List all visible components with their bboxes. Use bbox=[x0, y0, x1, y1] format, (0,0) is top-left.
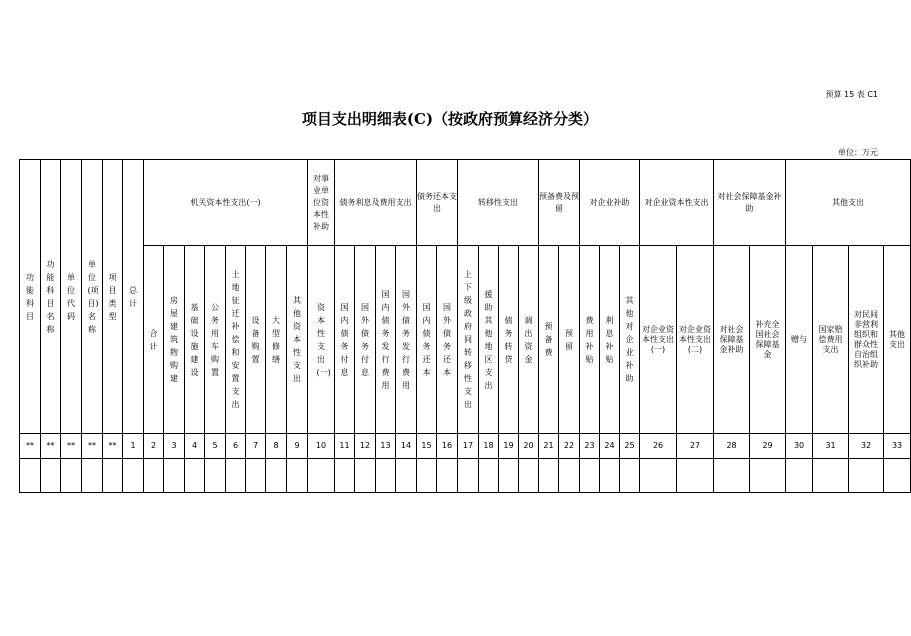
index-cell: 3 bbox=[164, 434, 185, 459]
group-debt-principal: 债务还本支出 bbox=[417, 160, 458, 246]
index-cell: 32 bbox=[849, 434, 884, 459]
index-cell: 31 bbox=[813, 434, 849, 459]
group-enterprise-subsidy: 对企业补助 bbox=[580, 160, 640, 246]
col-debt-onlending: 债务转贷 bbox=[499, 246, 519, 434]
col-retained: 预留 bbox=[559, 246, 580, 434]
data-cell[interactable] bbox=[417, 459, 437, 493]
col-subtotal: 合计 bbox=[144, 246, 164, 434]
col-domestic-interest: 国内债务付息 bbox=[335, 246, 355, 434]
index-cell: 12 bbox=[355, 434, 376, 459]
col-enterprise-capital-two: 对企业资本性支出(二) bbox=[677, 246, 714, 434]
col-nonprofit-subsidy: 对民间非营利组织和群众性自治组织补助 bbox=[849, 246, 884, 434]
page-title: 项目支出明细表(C)（按政府预算经济分类） bbox=[301, 110, 599, 128]
group-institution-capital: 对事业单位资本性补助 bbox=[308, 160, 335, 246]
index-cell: ** bbox=[41, 434, 61, 459]
col-state-compensation: 国家赔偿费用支出 bbox=[813, 246, 849, 434]
index-cell: 27 bbox=[677, 434, 714, 459]
col-donation: 赠与 bbox=[786, 246, 813, 434]
index-cell: 24 bbox=[600, 434, 620, 459]
data-cell[interactable] bbox=[519, 459, 539, 493]
data-cell[interactable] bbox=[640, 459, 677, 493]
index-cell: 6 bbox=[226, 434, 246, 459]
header-function-name: 功能科目名称 bbox=[41, 160, 61, 434]
data-cell[interactable] bbox=[123, 459, 144, 493]
data-cell[interactable] bbox=[499, 459, 519, 493]
data-cell[interactable] bbox=[308, 459, 335, 493]
data-cell[interactable] bbox=[226, 459, 246, 493]
data-cell[interactable] bbox=[677, 459, 714, 493]
data-cell[interactable] bbox=[813, 459, 849, 493]
index-cell: 10 bbox=[308, 434, 335, 459]
index-cell: 14 bbox=[396, 434, 417, 459]
data-cell[interactable] bbox=[287, 459, 308, 493]
col-national-social-security: 补充全国社会保障基金 bbox=[750, 246, 786, 434]
index-cell: 2 bbox=[144, 434, 164, 459]
index-cell: 5 bbox=[205, 434, 226, 459]
index-cell: 1 bbox=[123, 434, 144, 459]
group-reserve: 预备费及预留 bbox=[539, 160, 580, 246]
data-cell[interactable] bbox=[246, 459, 266, 493]
data-cell[interactable] bbox=[61, 459, 82, 493]
col-aid-other-regions: 援助其他地区支出 bbox=[479, 246, 499, 434]
index-cell: 30 bbox=[786, 434, 813, 459]
form-code: 预算 15 表 C1 bbox=[825, 90, 878, 99]
col-capital-one: 资本性支出(一) bbox=[308, 246, 335, 434]
col-interest-subsidy: 利息补贴 bbox=[600, 246, 620, 434]
data-cell[interactable] bbox=[396, 459, 417, 493]
data-cell[interactable] bbox=[103, 459, 123, 493]
index-cell: 13 bbox=[376, 434, 396, 459]
index-cell: 25 bbox=[620, 434, 640, 459]
col-official-vehicle: 公务用车购置 bbox=[205, 246, 226, 434]
index-cell: 18 bbox=[479, 434, 499, 459]
index-cell: 11 bbox=[335, 434, 355, 459]
header-total: 总计 bbox=[123, 160, 144, 434]
data-row bbox=[20, 459, 911, 493]
group-debt-interest: 债务利息及费用支出 bbox=[335, 160, 417, 246]
expenditure-table bbox=[19, 159, 911, 493]
index-cell: 16 bbox=[437, 434, 458, 459]
index-cell: 17 bbox=[458, 434, 479, 459]
index-cell: ** bbox=[61, 434, 82, 459]
data-cell[interactable] bbox=[884, 459, 911, 493]
data-cell[interactable] bbox=[559, 459, 580, 493]
index-cell: ** bbox=[82, 434, 103, 459]
col-reserve-fund: 预备费 bbox=[539, 246, 559, 434]
data-cell[interactable] bbox=[600, 459, 620, 493]
index-cell: 4 bbox=[185, 434, 205, 459]
index-cell: 19 bbox=[499, 434, 519, 459]
data-cell[interactable] bbox=[786, 459, 813, 493]
data-cell[interactable] bbox=[266, 459, 287, 493]
group-transfer: 转移性支出 bbox=[458, 160, 539, 246]
index-cell: 20 bbox=[519, 434, 539, 459]
header-function-code: 功能科目 bbox=[20, 160, 41, 434]
col-other-enterprise-subsidy: 其他对企业补助 bbox=[620, 246, 640, 434]
group-agency-capital: 机关资本性支出(一) bbox=[144, 160, 308, 246]
data-cell[interactable] bbox=[144, 459, 164, 493]
data-cell[interactable] bbox=[714, 459, 750, 493]
col-infrastructure: 基础设施建设 bbox=[185, 246, 205, 434]
index-cell: ** bbox=[103, 434, 123, 459]
index-cell: 33 bbox=[884, 434, 911, 459]
data-cell[interactable] bbox=[750, 459, 786, 493]
data-cell[interactable] bbox=[580, 459, 600, 493]
index-cell: 28 bbox=[714, 434, 750, 459]
data-cell[interactable] bbox=[82, 459, 103, 493]
col-domestic-issue-fee: 国内债务发行费用 bbox=[376, 246, 396, 434]
index-cell: 21 bbox=[539, 434, 559, 459]
index-cell: 8 bbox=[266, 434, 287, 459]
index-cell: 7 bbox=[246, 434, 266, 459]
unit-label: 单位：万元 bbox=[838, 148, 878, 157]
col-funds-out: 调出资金 bbox=[519, 246, 539, 434]
data-cell[interactable] bbox=[41, 459, 61, 493]
col-social-security-subsidy: 对社会保障基金补助 bbox=[714, 246, 750, 434]
col-other-capital: 其他资本性支出 bbox=[287, 246, 308, 434]
header-unit-code: 单位代码 bbox=[61, 160, 82, 434]
index-cell: 23 bbox=[580, 434, 600, 459]
index-row bbox=[20, 434, 911, 459]
col-major-repair: 大型修缮 bbox=[266, 246, 287, 434]
col-equipment: 设备购置 bbox=[246, 246, 266, 434]
col-foreign-interest: 国外债务付息 bbox=[355, 246, 376, 434]
header-project-type: 项目类型 bbox=[103, 160, 123, 434]
index-cell: 22 bbox=[559, 434, 580, 459]
data-cell[interactable] bbox=[376, 459, 396, 493]
col-enterprise-capital-one: 对企业资本性支出(一) bbox=[640, 246, 677, 434]
col-domestic-principal: 国内债务还本 bbox=[417, 246, 437, 434]
data-cell[interactable] bbox=[849, 459, 884, 493]
data-cell[interactable] bbox=[205, 459, 226, 493]
group-social-security: 对社会保障基金补助 bbox=[714, 160, 786, 246]
col-building-purchase: 房屋建筑物购建 bbox=[164, 246, 185, 434]
data-cell[interactable] bbox=[335, 459, 355, 493]
data-cell[interactable] bbox=[539, 459, 559, 493]
index-cell: 29 bbox=[750, 434, 786, 459]
index-cell: ** bbox=[20, 434, 41, 459]
col-foreign-principal: 国外债务还本 bbox=[437, 246, 458, 434]
index-cell: 26 bbox=[640, 434, 677, 459]
data-cell[interactable] bbox=[620, 459, 640, 493]
data-cell[interactable] bbox=[164, 459, 185, 493]
header-unit-name: 单位(项目)名称 bbox=[82, 160, 103, 434]
col-other-expenditure: 其他支出 bbox=[884, 246, 911, 434]
data-cell[interactable] bbox=[479, 459, 499, 493]
col-expense-subsidy: 费用补贴 bbox=[580, 246, 600, 434]
data-cell[interactable] bbox=[437, 459, 458, 493]
group-enterprise-capital: 对企业资本性支出 bbox=[640, 160, 714, 246]
col-intergov-transfer: 上下级政府间转移性支出 bbox=[458, 246, 479, 434]
index-cell: 15 bbox=[417, 434, 437, 459]
group-other: 其他支出 bbox=[786, 160, 911, 246]
data-cell[interactable] bbox=[185, 459, 205, 493]
col-land-compensation: 土地征迁补偿和安置支出 bbox=[226, 246, 246, 434]
col-foreign-issue-fee: 国外债务发行费用 bbox=[396, 246, 417, 434]
data-cell[interactable] bbox=[355, 459, 376, 493]
index-cell: 9 bbox=[287, 434, 308, 459]
data-cell[interactable] bbox=[20, 459, 41, 493]
data-cell[interactable] bbox=[458, 459, 479, 493]
